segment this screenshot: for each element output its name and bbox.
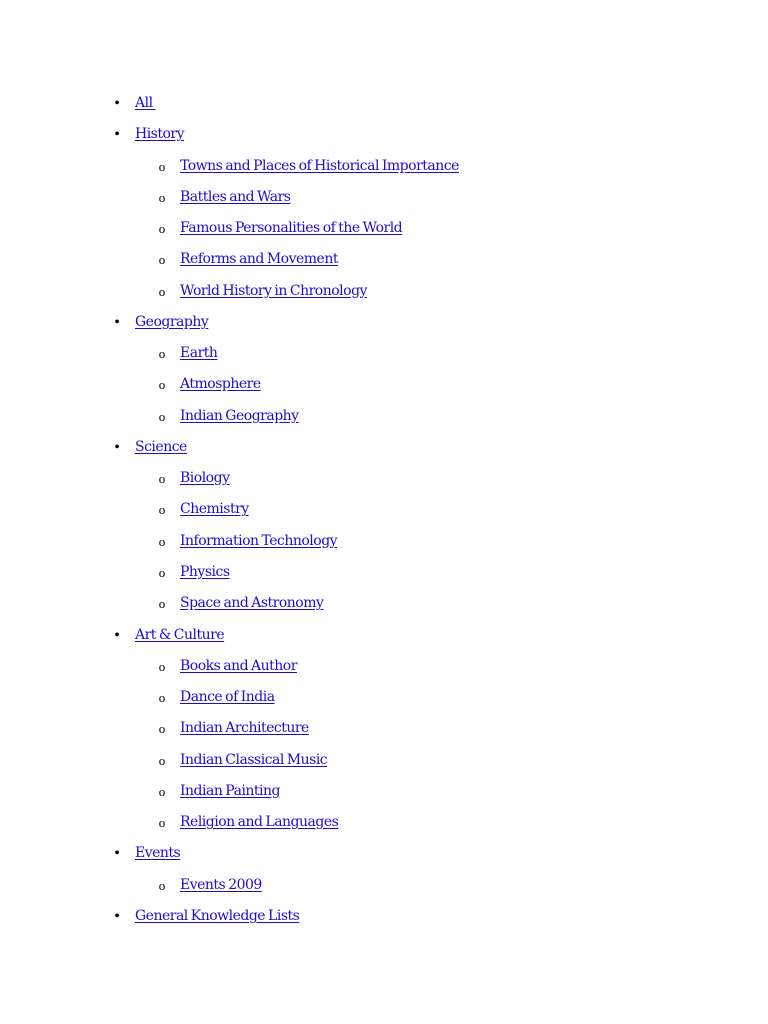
bullet-disc: •: [114, 95, 120, 112]
subcategory-item: [0, 870, 768, 901]
bullet-circle: o: [158, 721, 166, 737]
bullet-disc: •: [114, 845, 120, 863]
subcategory-link-physics[interactable]: Physics: [180, 563, 230, 580]
bullet-disc: •: [114, 626, 120, 644]
bullet-circle: o: [158, 596, 166, 612]
subcategory-item: [0, 807, 768, 838]
bullet-disc: •: [114, 438, 120, 456]
category-item-art-culture: [0, 620, 768, 651]
subcategory-item: [0, 557, 768, 588]
subcategory-link-religion-and-languages[interactable]: Religion and Languages: [180, 814, 339, 831]
subcategory-link-reforms-and-movement[interactable]: Reforms and Movement: [180, 251, 338, 268]
subcategory-item: [0, 588, 768, 619]
subcategory-item: [0, 276, 768, 307]
subcategory-group-events: [0, 870, 768, 901]
subcategory-link-world-history-chronology[interactable]: World History in Chronology: [180, 282, 367, 299]
bullet-circle: o: [158, 189, 166, 205]
category-link-history[interactable]: History: [135, 126, 185, 143]
bullet-circle: o: [158, 815, 166, 831]
subcategory-list-events: [0, 870, 768, 901]
category-item-events: [0, 838, 768, 869]
bullet-circle: o: [158, 471, 166, 487]
subcategory-item: [0, 682, 768, 713]
category-link-events[interactable]: Events: [135, 845, 181, 862]
subcategory-link-atmosphere[interactable]: Atmosphere: [180, 376, 261, 393]
subcategory-item: [0, 182, 768, 213]
subcategory-list-geography: [0, 338, 768, 432]
category-item-all: [0, 88, 768, 119]
subcategory-link-battles-and-wars[interactable]: Battles and Wars: [180, 188, 291, 205]
subcategory-link-indian-painting[interactable]: Indian Painting: [180, 782, 281, 799]
bullet-circle: o: [158, 658, 166, 674]
subcategory-item: [0, 369, 768, 400]
subcategory-list-art-culture: [0, 651, 768, 839]
subcategory-link-books-and-author[interactable]: Books and Author: [180, 657, 297, 674]
bullet-circle: o: [158, 408, 166, 424]
subcategory-item: [0, 494, 768, 525]
bullet-circle: o: [158, 377, 166, 393]
subcategory-link-indian-architecture[interactable]: Indian Architecture: [180, 720, 309, 737]
subcategory-item: [0, 745, 768, 776]
subcategory-link-information-technology[interactable]: Information Technology: [180, 532, 338, 549]
subcategory-item: [0, 213, 768, 244]
bullet-circle: o: [158, 252, 166, 268]
subcategory-item: [0, 401, 768, 432]
subcategory-item: [0, 651, 768, 682]
bullet-circle: o: [158, 564, 166, 580]
subcategory-link-indian-classical-music[interactable]: Indian Classical Music: [180, 751, 328, 768]
subcategory-link-indian-geography[interactable]: Indian Geography: [180, 407, 299, 424]
subcategory-link-dance-of-india[interactable]: Dance of India: [180, 689, 275, 706]
subcategory-item: [0, 151, 768, 182]
subcategory-item: [0, 526, 768, 557]
subcategory-group-art-culture: [0, 651, 768, 839]
subcategory-group-geography: [0, 338, 768, 432]
subcategory-link-biology[interactable]: Biology: [180, 470, 230, 487]
category-item-history: [0, 119, 768, 150]
category-link-art-culture[interactable]: Art & Culture: [135, 626, 225, 643]
category-item-general-knowledge-lists: [0, 901, 768, 932]
subcategory-item: [0, 338, 768, 369]
subcategory-link-chemistry[interactable]: Chemistry: [180, 501, 249, 518]
subcategory-list-science: [0, 463, 768, 619]
subcategory-item: [0, 713, 768, 744]
bullet-circle: o: [158, 690, 166, 706]
subcategory-list-history: [0, 151, 768, 307]
subcategory-link-towns-and-places[interactable]: Towns and Places of Historical Importance: [180, 157, 459, 174]
category-link-general-knowledge-lists[interactable]: General Knowledge Lists: [135, 907, 300, 924]
bullet-disc: •: [114, 126, 120, 144]
subcategory-item: [0, 244, 768, 275]
category-item-geography: [0, 307, 768, 338]
bullet-circle: o: [158, 221, 166, 237]
subcategory-item: [0, 463, 768, 494]
bullet-circle: o: [158, 533, 166, 549]
subcategory-link-events-2009[interactable]: Events 2009: [180, 876, 262, 893]
bullet-circle: o: [158, 877, 166, 893]
category-link-all[interactable]: All: [135, 95, 156, 111]
subcategory-link-earth[interactable]: Earth: [180, 345, 218, 362]
bullet-disc: •: [114, 313, 120, 331]
bullet-circle: o: [158, 346, 166, 362]
category-link-geography[interactable]: Geography: [135, 313, 209, 330]
subcategory-group-science: [0, 463, 768, 619]
category-link-science[interactable]: Science: [135, 438, 187, 455]
bullet-circle: o: [158, 752, 166, 768]
subcategory-group-history: [0, 151, 768, 307]
bullet-circle: o: [158, 783, 166, 799]
bullet-circle: o: [158, 283, 166, 299]
bullet-circle: o: [158, 158, 166, 174]
category-item-science: [0, 432, 768, 463]
subcategory-item: [0, 776, 768, 807]
bullet-disc: •: [114, 907, 120, 925]
subcategory-link-famous-personalities[interactable]: Famous Personalities of the World: [180, 220, 403, 237]
category-list: [0, 88, 768, 932]
subcategory-link-space-and-astronomy[interactable]: Space and Astronomy: [180, 595, 324, 612]
bullet-circle: o: [158, 502, 166, 518]
